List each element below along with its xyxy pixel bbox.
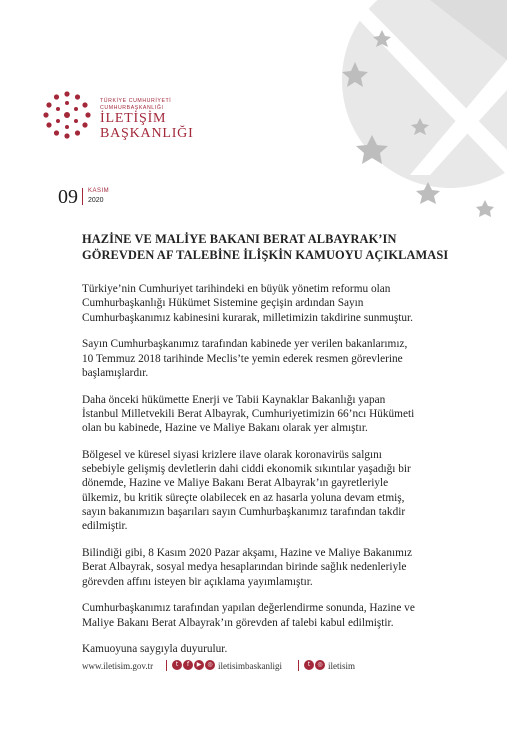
twitter-icon[interactable]: t (304, 660, 314, 670)
instagram-icon[interactable]: ◎ (315, 660, 325, 670)
paragraph-line: Cumhurbaşkanımız tarafından yapılan değerlendirme sonunda, Hazine ve (82, 602, 415, 615)
paragraph-line: sebebiyle gelişmiş devletlerin dahi ciddi ekonomik sıkıntılar yaşadığı bir (82, 463, 411, 476)
date-month: KASIM (88, 188, 110, 194)
paragraph-line: 10 Temmuz 2018 tarihinde Meclis’te yemin ederek resmen görevlerine (82, 352, 403, 365)
paragraph-line: Bilindiği gibi, 8 Kasım 2020 Pazar akşamı, Hazine ve Maliye Bakanımız (82, 547, 413, 560)
title-line: HAZİNE VE MALİYE BAKANI BERAT ALBAYRAK’IN (82, 232, 397, 246)
paragraph-line: edilmiştir. (82, 520, 128, 533)
document-title (82, 232, 462, 263)
social-handle-iletisim[interactable]: iletisim (328, 661, 355, 671)
paragraph-line: başlamışlardır. (82, 366, 149, 379)
body-paragraph (82, 282, 472, 325)
paragraph-line: sayın bakanımızın başarıları sayın Cumhurbaşkanımız tarafından takdir (82, 506, 406, 519)
decorative-star-emblem (300, 0, 507, 230)
facebook-icon[interactable]: f (183, 660, 193, 670)
date-day: 09 (58, 186, 78, 208)
body-paragraph (82, 601, 472, 630)
youtube-icon[interactable]: ▶ (194, 660, 204, 670)
body-paragraph (82, 546, 472, 589)
twitter-icon[interactable]: t (172, 660, 182, 670)
logo-line-baskanligi: BAŞKANLIĞI (100, 126, 194, 141)
footer-divider (166, 660, 167, 671)
paragraph-line: İstanbul Milletvekili Berat Albayrak, Cumhuriyetimizin 66’ncı Hükümeti (82, 407, 415, 420)
date-divider (82, 188, 83, 205)
paragraph-line: Daha önceki hükümette Enerji ve Tabii Kaynaklar Bakanlığı yapan (82, 393, 386, 406)
social-icons-group (304, 660, 325, 671)
paragraph-line: Cumhurbaşkanlığı Hükümet Sistemine geçişin ardından Sayın (82, 297, 364, 310)
website-link[interactable]: www.iletisim.gov.tr (82, 661, 154, 671)
document-body (82, 282, 472, 669)
paragraph-line: görevden affını isteyen bir açıklama yayımlamıştır. (82, 575, 313, 588)
paragraph-line: Berat Albayrak, sosyal medya hesaplarından birinde sağlık nedenleriyle (82, 561, 407, 574)
body-paragraph (82, 448, 472, 534)
footer-contact-bar (82, 659, 482, 673)
social-handle-iletisimbaskanligi[interactable]: iletisimbaskanligi (218, 661, 282, 671)
body-paragraph (82, 393, 472, 436)
footer-divider (298, 660, 299, 671)
logo-line-cumhurbaskanligi: CUMHURBAŞKANLIĞI (100, 105, 164, 111)
paragraph-line: ülkemiz, bu kritik süreçte olabilecek en az hasarla yoluna devam etmiş, (82, 491, 405, 504)
logo-line-iletisim: İLETİŞİM (100, 111, 167, 126)
paragraph-line: Cumhurbaşkanımız kabinesini kurarak, milletimizin takdirine sunmuştur. (82, 311, 414, 324)
paragraph-line: Sayın Cumhurbaşkanımız tarafından kabinede yer verilen bakanlarımız, (82, 338, 408, 351)
star-cluster-logo-icon (40, 88, 94, 142)
paragraph-line: olan bu kabinede, Hazine ve Maliye Bakanı olarak yer almıştır. (82, 422, 368, 435)
social-icons-group (172, 660, 215, 671)
body-paragraph (82, 337, 472, 380)
body-paragraph (82, 642, 472, 656)
paragraph-line: Türkiye’nin Cumhuriyet tarihindeki en büyük yönetim reformu olan (82, 283, 391, 295)
paragraph-line: Kamuoyuna saygıyla duyurulur. (82, 643, 228, 656)
date-year: 2020 (88, 197, 104, 204)
instagram-icon[interactable]: ◎ (205, 660, 215, 670)
paragraph-line: dönemde, Hazine ve Maliye Bakanı Berat Albayrak’ın gayretleriyle (82, 477, 389, 490)
title-line: GÖREVDEN AF TALEBİNE İLİŞKİN KAMUOYU AÇIKLAMASI (82, 247, 449, 262)
paragraph-line: Bölgesel ve küresel siyasi krizlere ilave olarak koronavirüs salgını (82, 448, 382, 461)
logo-line-turkiye: TÜRKİYE CUMHURİYETİ (100, 98, 172, 104)
paragraph-line: Maliye Bakanı Berat Albayrak’ın görevden af talebi kabul edilmiştir. (82, 616, 394, 629)
iletisim-baskanligi-logo (40, 88, 200, 148)
